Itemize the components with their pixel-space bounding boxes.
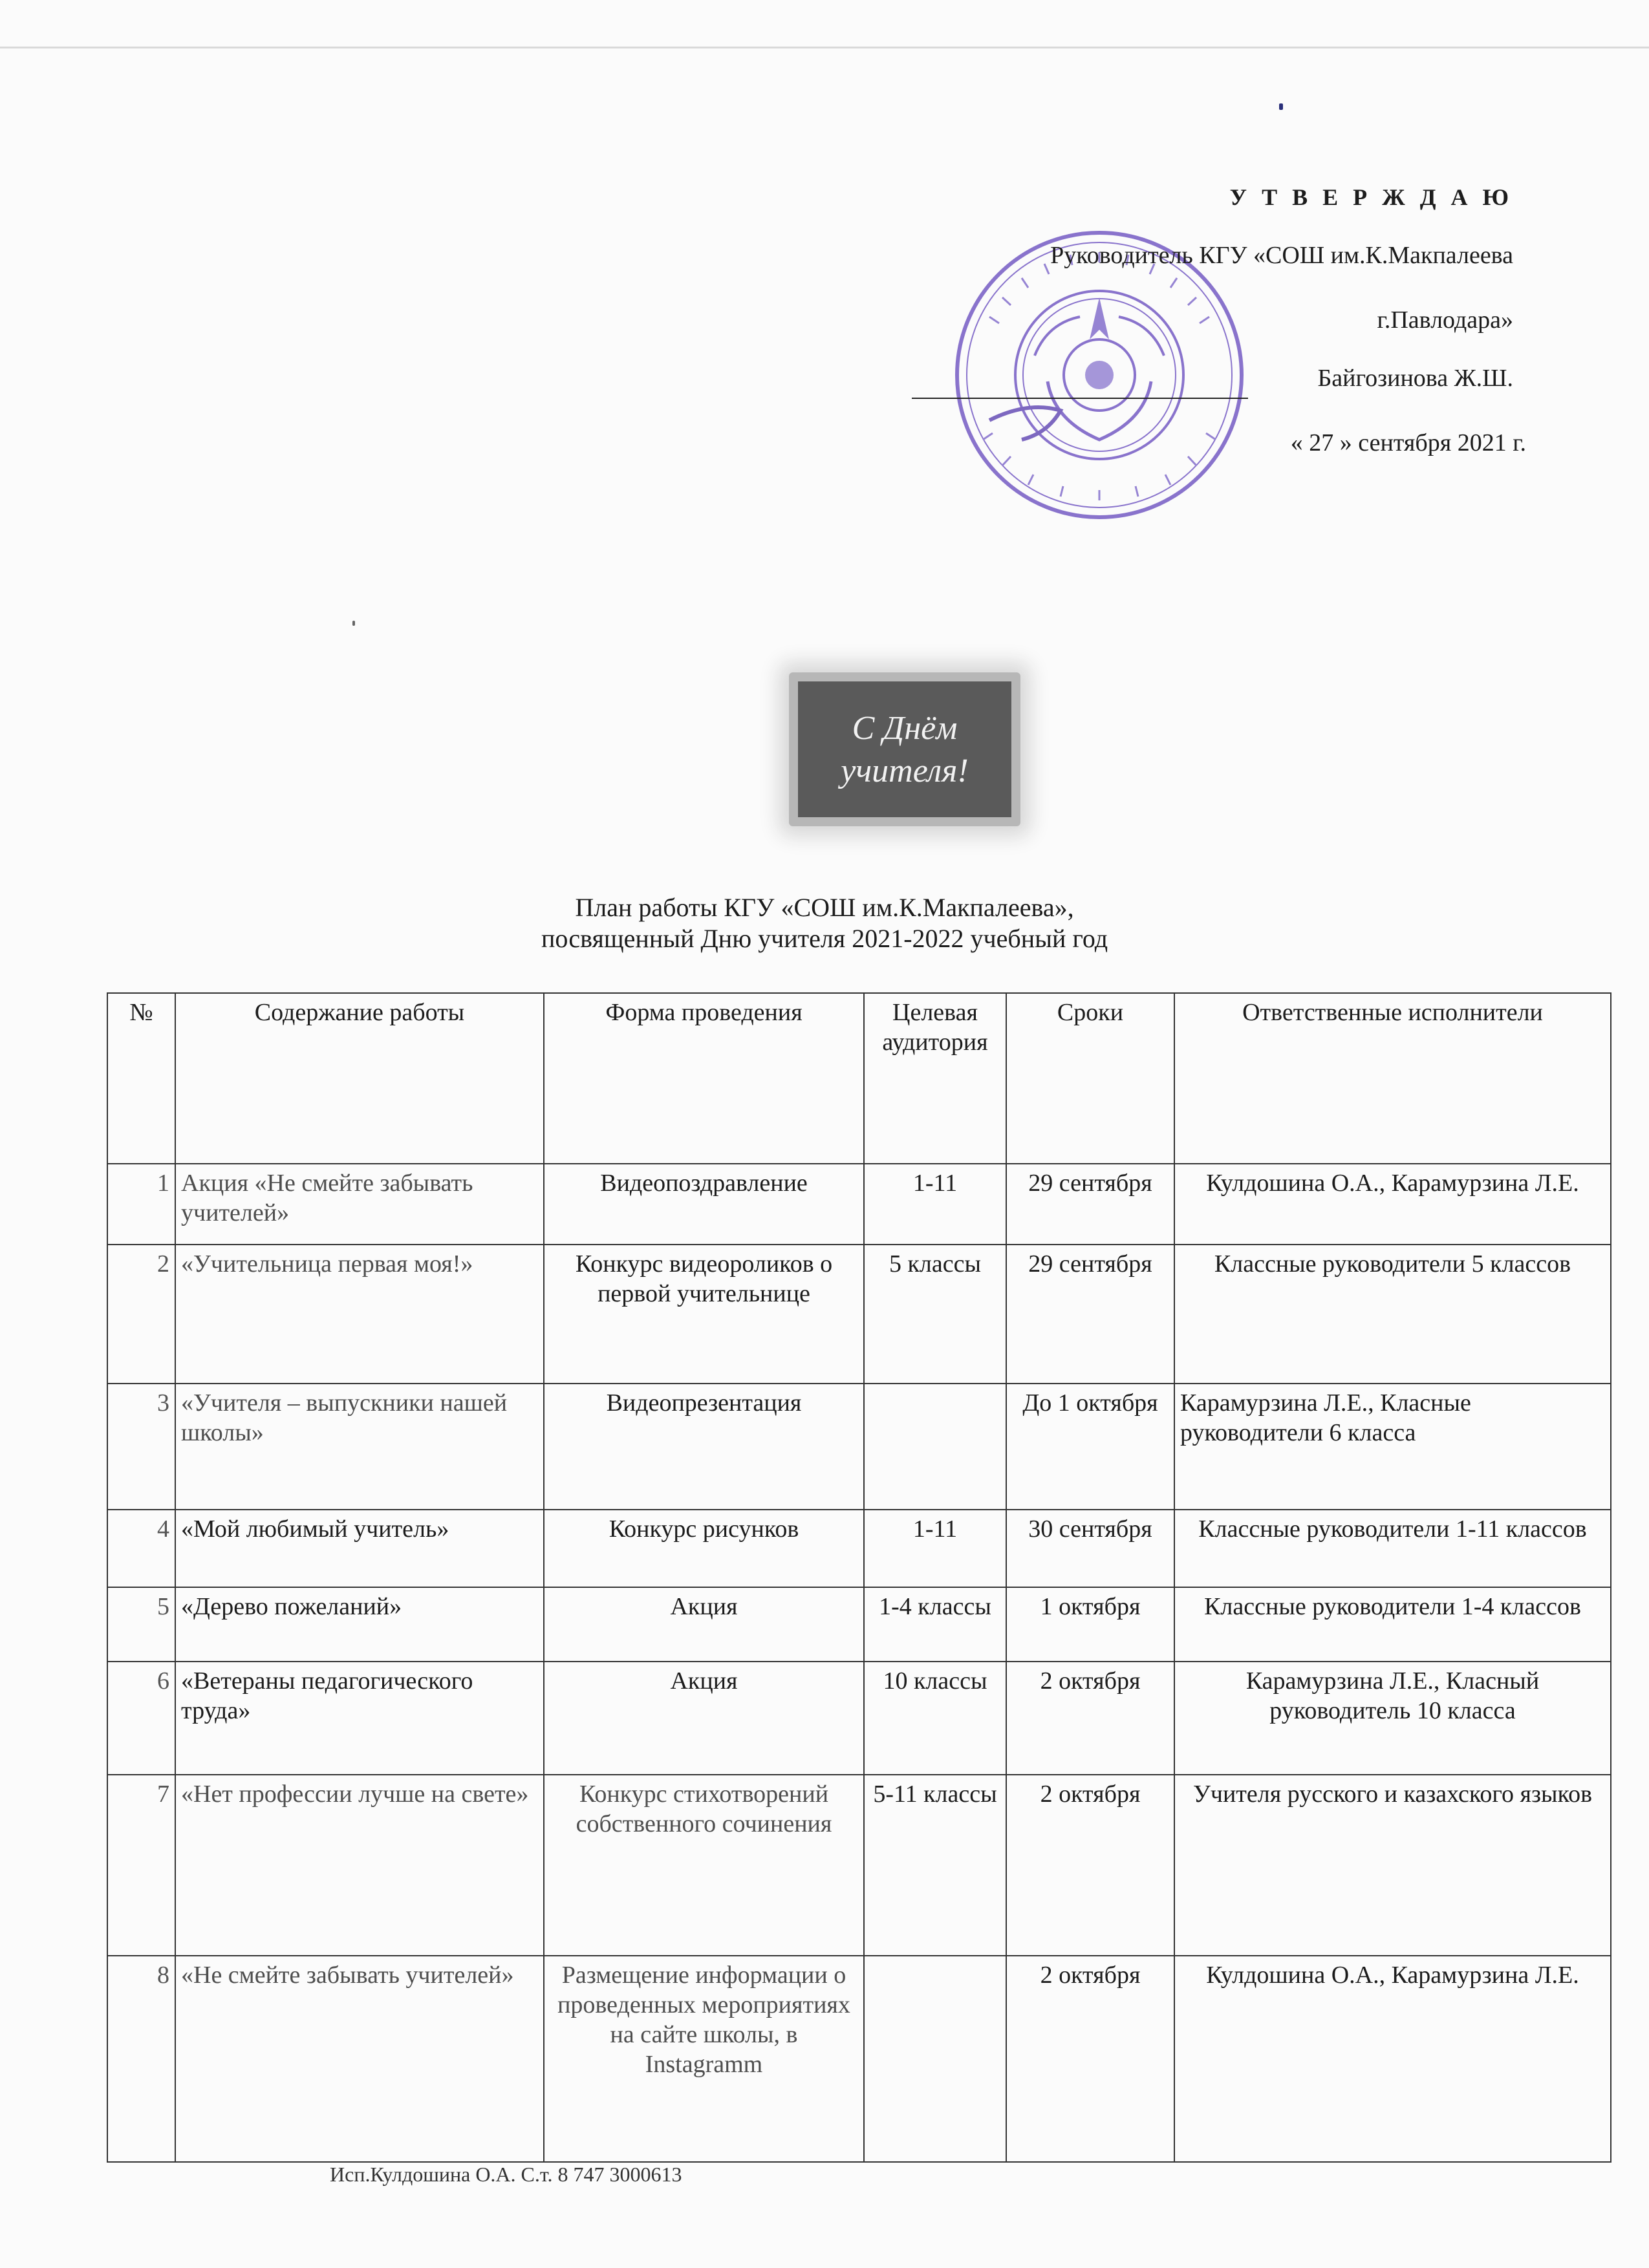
row-responsible: Учителя русского и казахского языков bbox=[1174, 1775, 1611, 1956]
row-responsible: Кулдошина О.А., Карамурзина Л.Е. bbox=[1174, 1956, 1611, 2162]
row-num: 3 bbox=[107, 1384, 175, 1510]
row-form: Видеопрезентация bbox=[544, 1384, 864, 1510]
row-responsible: Карамурзина Л.Е., Класный руководитель 10 класса bbox=[1174, 1662, 1611, 1775]
row-content: «Не смейте забывать учителей» bbox=[175, 1956, 544, 2162]
row-content: Акция «Не смейте забывать учителей» bbox=[175, 1164, 544, 1245]
row-date: 29 сентября bbox=[1006, 1164, 1174, 1245]
row-content: «Ветераны педагогического труда» bbox=[175, 1662, 544, 1775]
row-num: 2 bbox=[107, 1245, 175, 1384]
row-audience bbox=[864, 1956, 1006, 2162]
footer-contact: Исп.Кулдошина О.А. С.т. 8 747 3000613 bbox=[330, 2163, 682, 2186]
table-row bbox=[107, 1510, 1611, 1587]
header-content: Содержание работы bbox=[175, 993, 544, 1164]
row-num: 1 bbox=[107, 1164, 175, 1245]
row-responsible: Классные руководители 1-11 классов bbox=[1174, 1510, 1611, 1587]
row-num: 8 bbox=[107, 1956, 175, 2162]
document-title-line1: План работы КГУ «СОШ им.К.Макпалеева», bbox=[575, 893, 1074, 922]
table-row bbox=[107, 1956, 1611, 2162]
scan-speck bbox=[1279, 103, 1283, 110]
row-audience: 1-11 bbox=[864, 1164, 1006, 1245]
row-responsible: Карамурзина Л.Е., Класные руководители 6 класса bbox=[1174, 1384, 1611, 1510]
scan-top-line bbox=[0, 47, 1649, 48]
header-date: Сроки bbox=[1006, 993, 1174, 1164]
row-form: Акция bbox=[544, 1662, 864, 1775]
row-date: 2 октября bbox=[1006, 1956, 1174, 2162]
header-audience: Целевая аудитория bbox=[864, 993, 1006, 1164]
table-row bbox=[107, 1384, 1611, 1510]
row-form: Конкурс рисунков bbox=[544, 1510, 864, 1587]
table-row bbox=[107, 1164, 1611, 1245]
row-form: Конкурс стихотворений собственного сочинения bbox=[544, 1775, 864, 1956]
signature-line bbox=[912, 398, 1248, 399]
plan-table bbox=[107, 992, 1611, 2163]
row-date: 2 октября bbox=[1006, 1775, 1174, 1956]
approval-city: г.Павлодара» bbox=[1377, 306, 1513, 334]
row-content: «Мой любимый учитель» bbox=[175, 1510, 544, 1587]
row-num: 5 bbox=[107, 1587, 175, 1662]
table-row bbox=[107, 1587, 1611, 1662]
row-form: Размещение информации о проведенных мероприятиях на сайте школы, в Instagramm bbox=[544, 1956, 864, 2162]
row-date: 2 октября bbox=[1006, 1662, 1174, 1775]
table-row bbox=[107, 1245, 1611, 1384]
row-num: 7 bbox=[107, 1775, 175, 1956]
row-date: 29 сентября bbox=[1006, 1245, 1174, 1384]
approval-signatory: Байгозинова Ж.Ш. bbox=[1317, 365, 1513, 392]
table-row bbox=[107, 1662, 1611, 1775]
row-num: 6 bbox=[107, 1662, 175, 1775]
row-audience: 10 классы bbox=[864, 1662, 1006, 1775]
row-responsible: Кулдошина О.А., Карамурзина Л.Е. bbox=[1174, 1164, 1611, 1245]
row-audience: 1-11 bbox=[864, 1510, 1006, 1587]
row-content: «Нет профессии лучше на свете» bbox=[175, 1775, 544, 1956]
row-content: «Учительница первая моя!» bbox=[175, 1245, 544, 1384]
row-date: 1 октября bbox=[1006, 1587, 1174, 1662]
approval-date: « 27 » сентября 2021 г. bbox=[1290, 429, 1526, 456]
row-date: До 1 октября bbox=[1006, 1384, 1174, 1510]
row-audience: 5-11 классы bbox=[864, 1775, 1006, 1956]
header-form: Форма проведения bbox=[544, 993, 864, 1164]
chalkboard bbox=[789, 672, 1020, 826]
row-content: «Учителя – выпускники нашей школы» bbox=[175, 1384, 544, 1510]
banner-line2: учителя! bbox=[841, 753, 969, 789]
header-responsible: Ответственные исполнители bbox=[1174, 993, 1611, 1164]
row-audience: 5 классы bbox=[864, 1245, 1006, 1384]
row-responsible: Классные руководители 5 классов bbox=[1174, 1245, 1611, 1384]
row-content: «Дерево пожеланий» bbox=[175, 1587, 544, 1662]
teachers-day-banner bbox=[750, 647, 1054, 853]
row-audience: 1-4 классы bbox=[864, 1587, 1006, 1662]
row-responsible: Классные руководители 1-4 классов bbox=[1174, 1587, 1611, 1662]
table-row bbox=[107, 1775, 1611, 1956]
scan-speck bbox=[352, 621, 355, 626]
row-form: Акция bbox=[544, 1587, 864, 1662]
table-header-row bbox=[107, 993, 1611, 1164]
row-form: Конкурс видеороликов о первой учительнице bbox=[544, 1245, 864, 1384]
banner-line1: С Днём bbox=[852, 710, 958, 747]
approval-heading: У Т В Е Р Ж Д А Ю bbox=[1229, 184, 1513, 210]
row-num: 4 bbox=[107, 1510, 175, 1587]
approval-position: Руководитель КГУ «СОШ им.К.Макпалеева bbox=[1050, 242, 1513, 269]
row-form: Видеопоздравление bbox=[544, 1164, 864, 1245]
document-title-line2: посвященный Дню учителя 2021-2022 учебный год bbox=[541, 924, 1108, 953]
row-date: 30 сентября bbox=[1006, 1510, 1174, 1587]
header-num: № bbox=[107, 993, 175, 1164]
row-audience bbox=[864, 1384, 1006, 1510]
